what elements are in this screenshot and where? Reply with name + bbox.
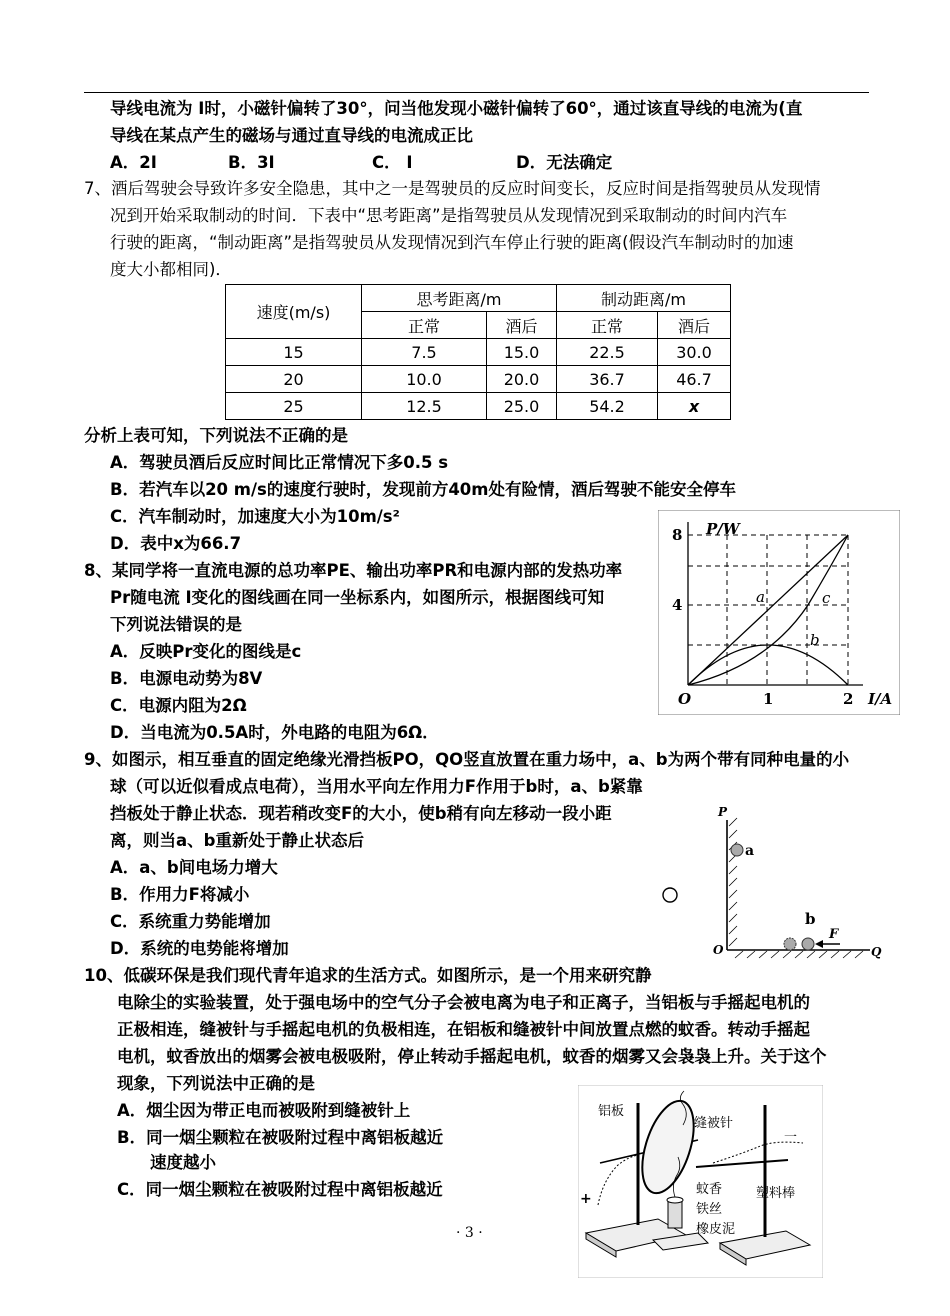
stray-circle [660, 885, 680, 905]
q6-option-c: C． I [372, 153, 413, 172]
q7-question: 分析上表可知，下列说法不正确的是 [84, 426, 348, 445]
power-current-graph [658, 510, 900, 715]
q10-stem-2: 电除尘的实验装置，处于强电场中的空气分子会被电离为电子和正离子，当铝板与手摇起电机的 [117, 993, 810, 1012]
braking-distance-table [225, 284, 731, 420]
cell: x [658, 393, 731, 420]
q9-option-b: B．作用力F将减小 [110, 885, 250, 904]
cell: 7.5 [362, 339, 487, 366]
cell: 54.2 [557, 393, 658, 420]
q10-option-a: A．烟尘因为带正电而被吸附到缝被针上 [117, 1101, 411, 1120]
label-aluminum: 铝板 [598, 1104, 625, 1119]
q9-option-c: C．系统重力势能增加 [110, 912, 271, 931]
q10-stem-5: 现象，下列说法中正确的是 [117, 1074, 315, 1093]
q8-stem-1: 8、某同学将一直流电源的总功率PE、输出功率PR和电源内部的发热功率 [84, 561, 623, 580]
subheader-normal: 正常 [362, 312, 487, 339]
table-row [226, 339, 731, 366]
cell: 15.0 [487, 339, 557, 366]
curve-label-b: b [810, 631, 820, 649]
q9-stem-4: 离，则当a、b重新处于静止状态后 [110, 831, 364, 850]
x-tick-2: 2 [843, 690, 854, 708]
y-tick-4: 4 [672, 596, 683, 614]
subheader-normal: 正常 [557, 312, 658, 339]
label-wire: 铁丝 [696, 1202, 723, 1217]
q6-option-b: B．3I [228, 153, 275, 172]
cell: 15 [226, 339, 362, 366]
page-number: · 3 · [456, 1225, 483, 1241]
q9-stem-1: 9、如图示，相互垂直的固定绝缘光滑挡板PO，QO竖直放置在重力场中，a、b为两个带有同种电量的小 [84, 750, 850, 769]
q8-option-b: B．电源电动势为8V [110, 669, 263, 688]
q10-stem-1: 10、低碳环保是我们现代青年追求的生活方式。如图所示，是一个用来研究静 [84, 966, 652, 985]
cell: 25 [226, 393, 362, 420]
q10-option-b: B．同一烟尘颗粒在被吸附过程中离铝板越近 [117, 1128, 444, 1147]
cell: 22.5 [557, 339, 658, 366]
subheader-drunk: 酒后 [487, 312, 557, 339]
cell: 12.5 [362, 393, 487, 420]
header-brake-distance: 制动距离/m [557, 285, 731, 312]
label-plus: + [580, 1191, 592, 1207]
label-F: F [829, 927, 839, 942]
label-b: b [805, 910, 816, 928]
label-plastic-rod: 塑料棒 [756, 1186, 796, 1201]
q10-stem-4: 电机，蚊香放出的烟雾会被电极吸附，停止转动手摇起电机，蚊香的烟雾又会袅袅上升。关于这个 [117, 1047, 827, 1066]
q6-line-2: 导线在某点产生的磁场与通过直导线的电流成正比 [110, 126, 473, 145]
subheader-drunk: 酒后 [658, 312, 731, 339]
q10-option-c: C．同一烟尘颗粒在被吸附过程中离铝板越近 [117, 1180, 443, 1199]
q7-stem-3: 行驶的距离，“制动距离”是指驾驶员从发现情况到汽车停止行驶的距离(假设汽车制动时的加速 [110, 233, 794, 252]
cell: 36.7 [557, 366, 658, 393]
ball-a [731, 844, 743, 856]
cell: 20.0 [487, 366, 557, 393]
header-rule [84, 92, 869, 93]
curve-label-c: c [822, 589, 831, 607]
cell: 20 [226, 366, 362, 393]
q7-stem-1: 7、酒后驾驶会导致许多安全隐患，其中之一是驾驶员的反应时间变长，反应时间是指驾驶员从发现情 [84, 179, 821, 198]
q7-stem-2: 况到开始采取制动的时间．下表中“思考距离”是指驾驶员从发现情况到采取制动的时间内汽车 [110, 206, 788, 225]
q9-stem-2: 球（可以近似看成点电荷），当用水平向左作用力F作用于b时，a、b紧靠 [110, 777, 643, 796]
q8-stem-3: 下列说法错误的是 [110, 615, 242, 634]
origin-label: O [678, 690, 692, 708]
q9-option-d: D．系统的电势能将增加 [110, 939, 289, 958]
label-minus: 一 [784, 1130, 798, 1145]
header-speed: 速度(m/s) [226, 285, 362, 339]
electrostatic-precipitator-figure [578, 1085, 823, 1278]
x-tick-1: 1 [763, 690, 774, 708]
label-P: P [718, 805, 728, 819]
x-axis-label: I/A [868, 690, 893, 708]
table-row [226, 393, 731, 420]
curve-label-a: a [756, 588, 765, 606]
header-think-distance: 思考距离/m [362, 285, 557, 312]
y-tick-8: 8 [672, 526, 683, 544]
q8-stem-2: Pr随电流 I变化的图线画在同一坐标系内，如图所示，根据图线可知 [110, 588, 605, 607]
table-row [226, 366, 731, 393]
barrier-balls-figure [705, 798, 885, 963]
q7-option-b: B．若汽车以20 m/s的速度行驶时，发现前方40m处有险情，酒后驾驶不能安全停车 [110, 480, 736, 499]
label-O: O [713, 943, 724, 957]
q8-option-d: D．当电流为0.5A时，外电路的电阻为6Ω． [110, 723, 439, 742]
ball-b [802, 938, 814, 950]
ball-b-initial [784, 938, 796, 950]
y-axis-label: P/W [706, 520, 740, 538]
q7-option-c: C．汽车制动时，加速度大小为10m/s² [110, 507, 400, 526]
q7-option-d: D．表中x为66.7 [110, 534, 242, 553]
cell: 10.0 [362, 366, 487, 393]
q6-option-d: D．无法确定 [516, 153, 613, 172]
cell: 25.0 [487, 393, 557, 420]
q10-stem-3: 正极相连，缝被针与手摇起电机的负极相连，在铝板和缝被针中间放置点燃的蚊香。转动手摇起 [117, 1020, 810, 1039]
label-putty: 橡皮泥 [696, 1222, 736, 1237]
label-incense: 蚊香 [696, 1182, 723, 1197]
cell: 46.7 [658, 366, 731, 393]
q8-option-c: C．电源内阻为2Ω [110, 696, 247, 715]
label-Q: Q [871, 945, 882, 959]
q10-option-b-cont: 速度越小 [150, 1153, 216, 1172]
q7-stem-4: 度大小都相同)． [110, 260, 232, 279]
q9-stem-3: 挡板处于静止状态．现若稍改变F的大小，使b稍有向左移动一段小距 [110, 804, 612, 823]
q9-option-a: A．a、b间电场力增大 [110, 858, 278, 877]
label-a: a [745, 843, 755, 859]
q7-option-a: A．驾驶员酒后反应时间比正常情况下多0.5 s [110, 453, 449, 472]
label-needle: 缝被针 [694, 1116, 734, 1131]
q8-option-a: A．反映Pr变化的图线是c [110, 642, 302, 661]
q6-line-1: 导线电流为 I时，小磁针偏转了30°，问当他发现小磁针偏转了60°，通过该直导线的电流为(直 [110, 99, 803, 118]
q6-option-a: A．2I [110, 153, 157, 172]
cell: 30.0 [658, 339, 731, 366]
